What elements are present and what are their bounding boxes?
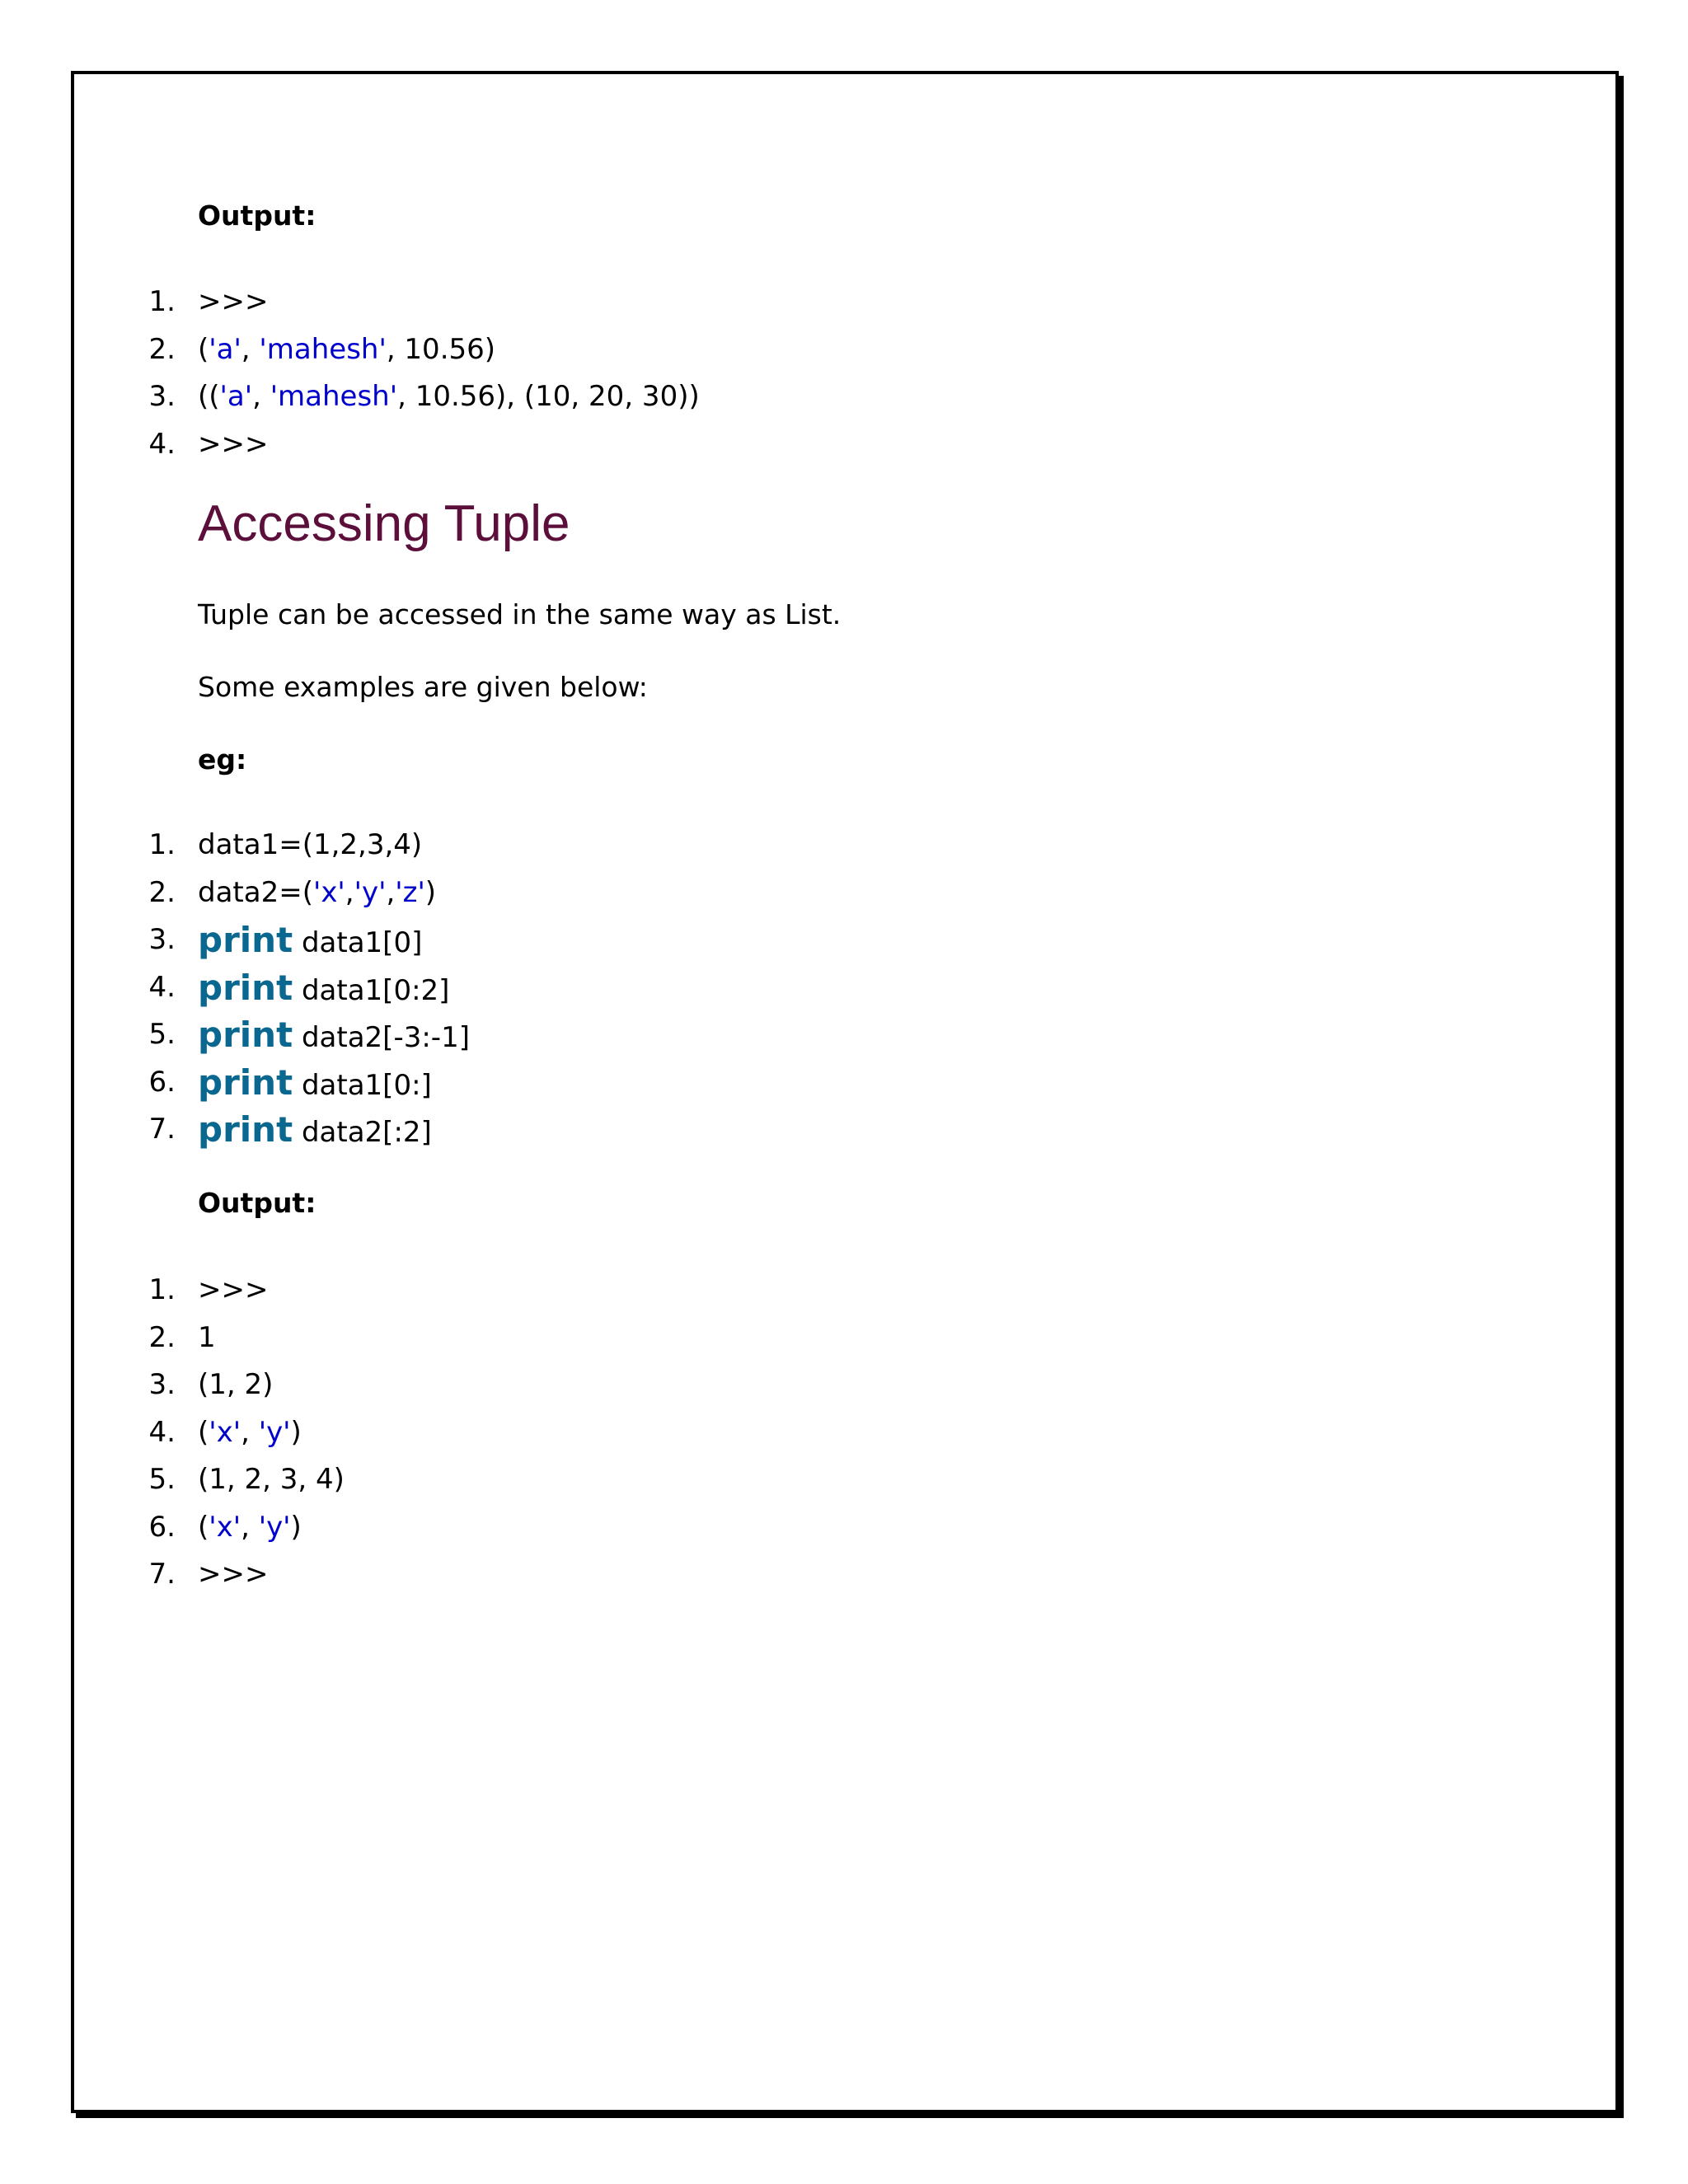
keyword-token: print [198,1109,293,1150]
line-number: 6. [148,1510,176,1544]
code-line [0,869,1566,917]
line-code [198,1361,273,1409]
line-code [198,421,268,469]
code-token: (1, 2) [198,1368,274,1401]
code-line [0,373,1566,421]
code-line [0,1456,1566,1504]
code-token: , [241,1510,259,1544]
intro-paragraph: Tuple can be accessed in the same way as List. [198,598,842,630]
line-number: 3. [148,923,176,956]
code-token: data2[:2] [293,1116,432,1149]
code-token: >>> [198,427,269,461]
code-line [0,1106,1566,1154]
string-token: 'mahesh' [270,380,398,413]
line-code [198,964,449,1015]
line-code [198,822,422,869]
code-token: ( [198,1510,209,1544]
code-token: data1[0:2] [293,973,450,1007]
line-code [198,326,495,374]
line-code [198,1315,216,1362]
string-token: 'y' [258,1415,291,1449]
code-line [0,964,1566,1012]
code-token: , 10.56) [386,332,496,366]
string-token: 'x' [312,875,345,909]
line-code [198,373,700,421]
line-code [198,1106,432,1157]
code-token: >>> [198,285,269,318]
line-number: 1. [148,285,176,318]
code-line [0,1267,1566,1315]
string-token: 'x' [209,1415,241,1449]
string-token: 'y' [258,1510,291,1544]
output-label-2: Output: [198,1187,316,1219]
line-number: 5. [148,1463,176,1496]
code-token: ( [198,332,209,366]
code-line [0,1315,1566,1362]
code-line [0,1409,1566,1457]
line-number: 4. [148,427,176,461]
line-number: 3. [148,380,176,413]
code-token: , [241,1415,259,1449]
string-token: 'z' [395,875,425,909]
output-label-1: Output: [198,199,316,232]
code-token: (1, 2, 3, 4) [198,1463,345,1496]
line-number: 2. [148,332,176,366]
code-token: 1 [198,1320,216,1354]
line-number: 7. [148,1113,176,1146]
line-code [198,1409,302,1457]
code-line [0,1551,1566,1599]
string-token: 'a' [219,380,253,413]
string-token: 'a' [209,332,241,366]
code-token: data2=( [198,875,313,909]
line-number: 4. [148,970,176,1004]
code-token: >>> [198,1558,269,1591]
line-number: 2. [148,875,176,909]
line-code [198,869,436,917]
code-line [0,1011,1566,1059]
code-line [0,1361,1566,1409]
code-token: data1[0] [293,926,423,959]
code-token: data2[-3:-1] [293,1021,470,1054]
line-code [198,1551,268,1599]
code-line [0,279,1566,326]
line-number: 7. [148,1558,176,1591]
line-code [198,1504,302,1552]
code-line [0,1504,1566,1552]
code-token: >>> [198,1273,269,1306]
line-number: 1. [148,828,176,861]
code-token: ) [290,1415,302,1449]
line-code [198,1059,432,1110]
keyword-token: print [198,920,293,960]
line-number: 3. [148,1368,176,1401]
section-heading: Accessing Tuple [198,495,570,552]
code-token: ( [198,1415,209,1449]
string-token: 'y' [354,875,387,909]
example-code-block [0,822,1566,1154]
line-number: 6. [148,1065,176,1099]
code-token: (( [198,380,220,413]
line-number: 4. [148,1415,176,1449]
keyword-token: print [198,967,293,1008]
examples-paragraph: Some examples are given below: [198,671,648,703]
line-number: 1. [148,1273,176,1306]
string-token: 'mahesh' [259,332,387,366]
code-token: ) [424,875,437,909]
code-token: , [345,875,354,909]
line-number: 2. [148,1320,176,1354]
code-line [0,916,1566,964]
line-number: 5. [148,1018,176,1051]
line-code [198,916,422,968]
code-token: , [241,332,260,366]
code-token: ) [290,1510,302,1544]
line-code [198,1011,470,1062]
code-line [0,421,1566,469]
output-code-block-2 [0,1267,1566,1599]
string-token: 'x' [209,1510,241,1544]
output-code-block-1 [0,279,1566,468]
code-token: data1[0:] [293,1068,432,1102]
keyword-token: print [198,1062,293,1103]
line-code [198,1456,345,1504]
line-code [198,279,268,326]
code-line [0,326,1566,374]
code-token: , 10.56), (10, 20, 30)) [397,380,700,413]
code-token: , [386,875,396,909]
code-token: data1=(1,2,3,4) [198,828,423,861]
code-line [0,1059,1566,1107]
example-label: eg: [198,743,247,776]
line-code [198,1267,268,1315]
code-token: , [252,380,270,413]
code-line [0,822,1566,869]
keyword-token: print [198,1015,293,1055]
